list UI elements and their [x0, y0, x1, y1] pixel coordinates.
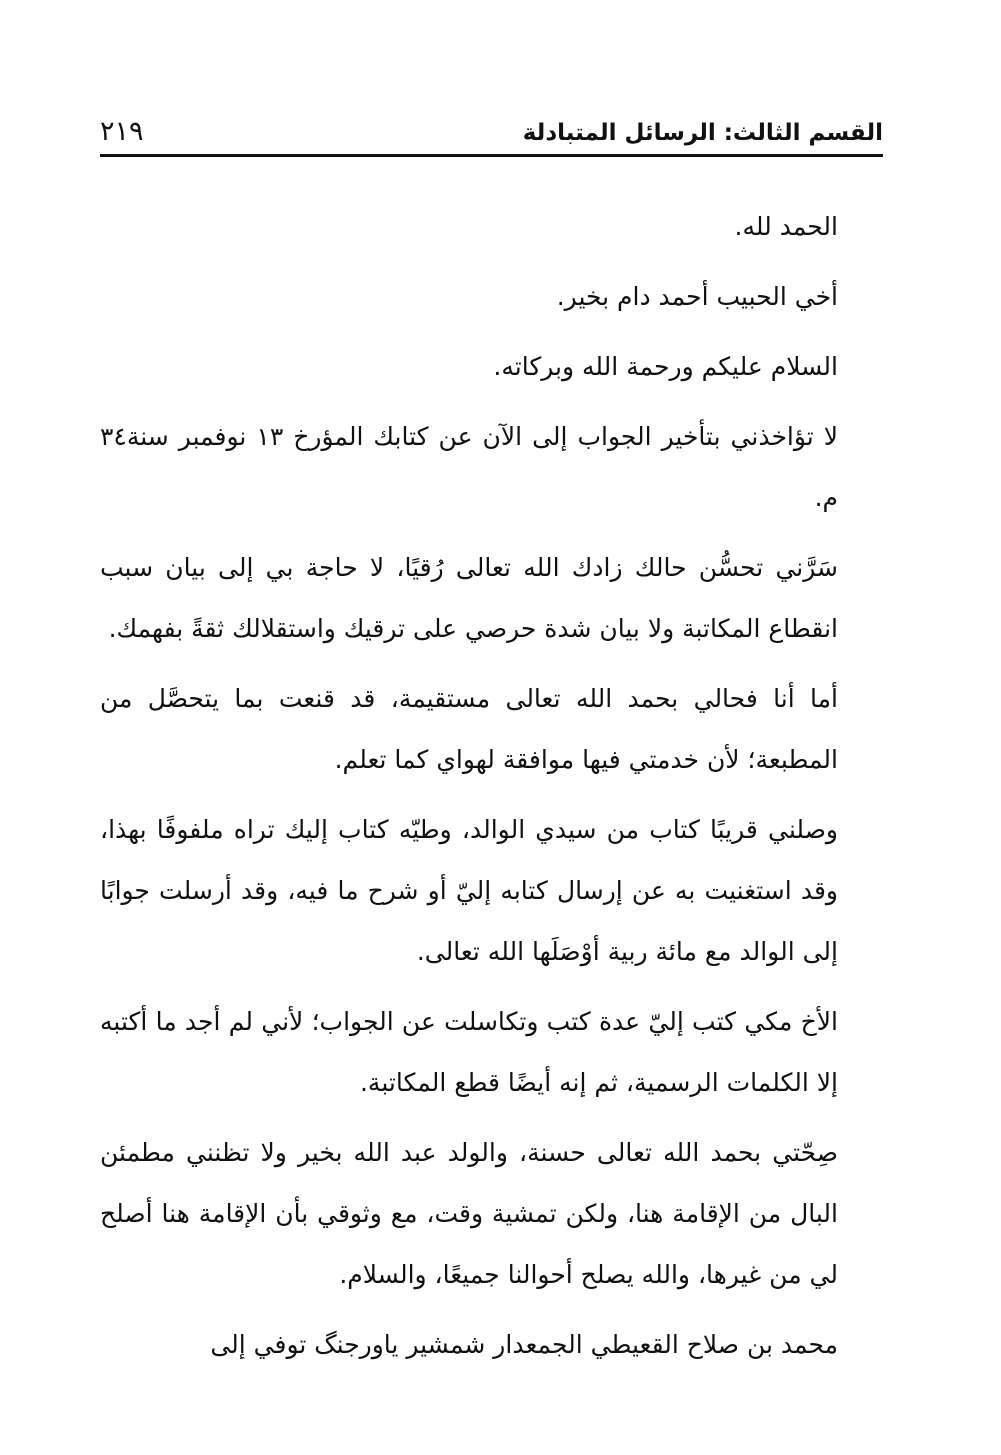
paragraph-brother-makki: الأخ مكي كتب إليّ عدة كتب وتكاسلت عن الجواب؛ لأني لم أجد ما أكتبه إلا الكلمات الرسمية، ثم إنه أيضًا قطع المكاتبة. — [100, 1007, 838, 1097]
header-divider — [100, 154, 883, 157]
paragraph-own-state: أما أنا فحالي بحمد الله تعالى مستقيمة، قد قنعت بما يتحصَّل من المطبعة؛ لأن خدمتي فيها موافقة لهواي كما تعلم. — [100, 684, 838, 774]
paragraph-health: صِحّتي بحمد الله تعالى حسنة، والولد عبد الله بخير ولا تظنني مطمئن البال من الإقامة هنا، ولكن تمشية وقت، مع وثوقي بأن الإقامة هنا أصلح لي من غيرها، والله يصلح أحوالنا جميعًا، والسلام. — [100, 1138, 838, 1289]
running-header — [100, 112, 883, 156]
paragraph-apology: لا تؤاخذني بتأخير الجواب إلى الآن عن كتابك المؤرخ ١٣ نوفمبر سنة٣٤ م. — [100, 422, 838, 512]
paragraph-salutation: أخي الحبيب أحمد دام بخير. — [556, 282, 838, 311]
letter-body — [100, 196, 838, 1384]
section-title: القسم الثالث: الرسائل المتبادلة — [522, 120, 883, 146]
paragraph-continued: محمد بن صلاح القعيطي الجمعدار شمشير ياورجنگ توفي إلى — [210, 1330, 838, 1359]
paragraph-praise: الحمد لله. — [734, 212, 838, 241]
paragraph-father-letter: وصلني قريبًا كتاب من سيدي الوالد، وطيّه كتاب إليك تراه ملفوفًا بهذا، وقد استغنيت به عن إرسال كتابه إليّ أو شرح ما فيه، وقد أرسلت جوابًا إلى الوالد مع مائة ربية أوْصَلَها الله تعالى. — [100, 815, 838, 966]
page-number: ٢١٩ — [100, 116, 144, 147]
paragraph-condition: سَرَّني تحسُّن حالك زادك الله تعالى رُقيًا، لا حاجة بي إلى بيان سبب انقطاع المكاتبة ولا بيان شدة حرصي على ترقيك واستقلالك ثقةً بفهمك. — [100, 553, 838, 643]
paragraph-greeting: السلام عليكم ورحمة الله وبركاته. — [493, 352, 838, 381]
